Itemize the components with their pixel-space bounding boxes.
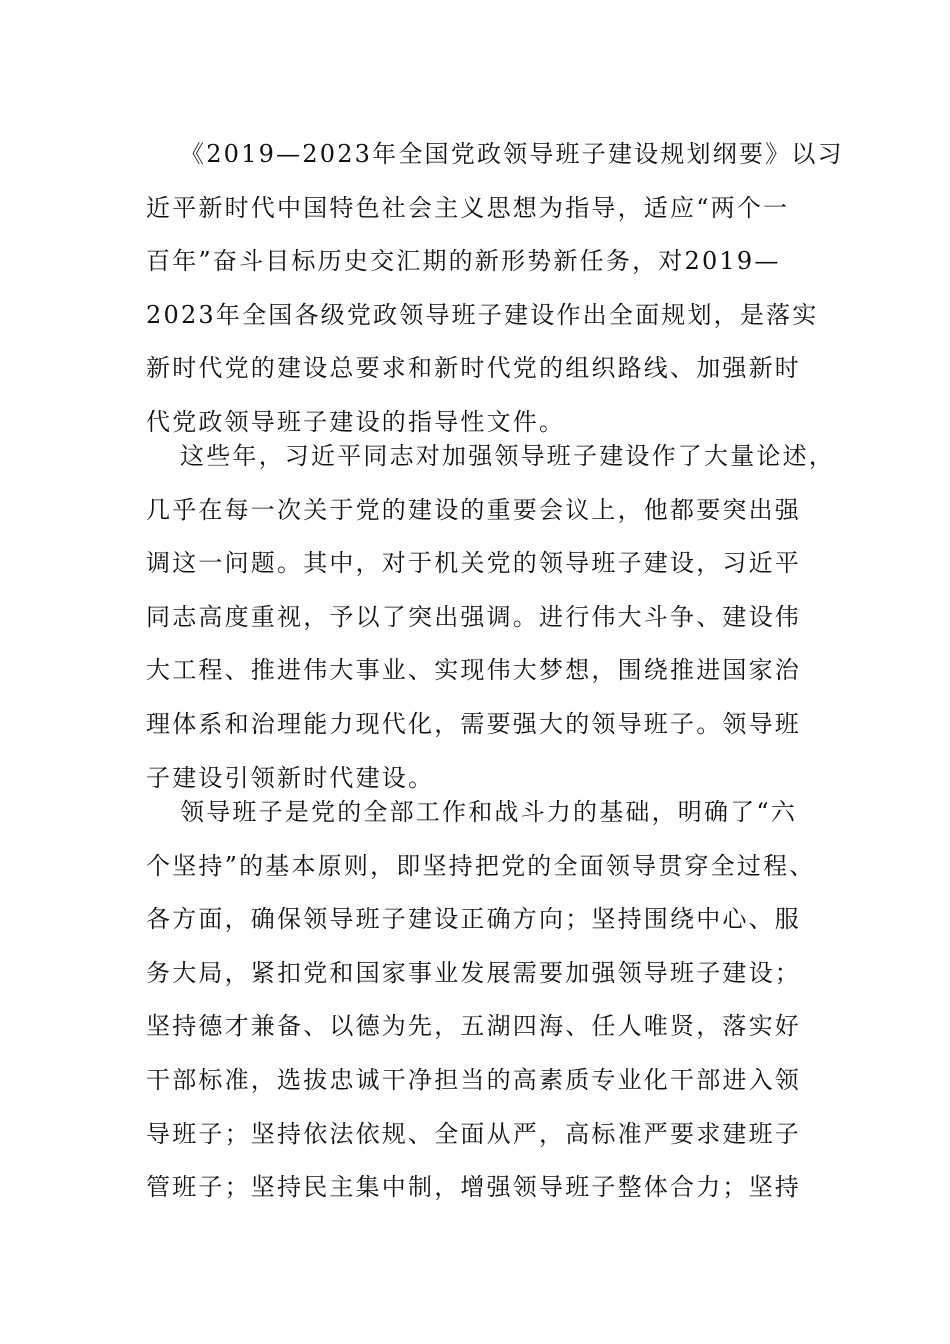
paragraph-2 (146, 430, 835, 805)
paragraph-line: 子建设引领新时代建设。 (146, 763, 435, 792)
paragraph-line: 领导班子是党的全部工作和战斗力的基础，明确了“六 (180, 798, 798, 826)
paragraph-line: 这些年，习近平同志对加强领导班子建设作了大量论述， (180, 442, 835, 470)
paragraph-line: 理体系和治理能力现代化，需要强大的领导班子。领导班 (146, 709, 801, 738)
paragraph-line: 同志高度重视，予以了突出强调。进行伟大斗争、建设伟 (146, 602, 801, 631)
paragraph-line: 《2019—2023年全国党政领导班子建设规划纲要》以习 (180, 140, 844, 168)
paragraph-line: 管班子；坚持民主集中制，增强领导班子整体合力；坚持 (146, 1173, 801, 1202)
paragraph-line: 干部标准，选拔忠诚干净担当的高素质专业化干部进入领 (146, 1065, 801, 1094)
paragraph-line: 2023年全国各级党政领导班子建设作出全面规划，是落实 (146, 300, 819, 329)
paragraph-line: 大工程、推进伟大事业、实现伟大梦想，围绕推进国家治 (146, 656, 801, 685)
paragraph-line: 近平新时代中国特色社会主义思想为指导，适应“两个一 (146, 193, 790, 222)
paragraph-line: 导班子；坚持依法依规、全面从严，高标准严要求建班子 (146, 1119, 801, 1148)
paragraph-line: 代党政领导班子建设的指导性文件。 (146, 407, 566, 436)
paragraph-line: 坚持德才兼备、以德为先，五湖四海、任人唯贤，落实好 (146, 1012, 801, 1041)
paragraph-line: 务大局，紧扣党和国家事业发展需要加强领导班子建设； (146, 958, 801, 987)
paragraph-line: 个坚持”的基本原则，即坚持把党的全面领导贯穿全过程、 (146, 851, 816, 880)
paragraph-3 (146, 786, 816, 1215)
paragraph-line: 各方面，确保领导班子建设正确方向；坚持围绕中心、服 (146, 905, 801, 934)
paragraph-line: 新时代党的建设总要求和新时代党的组织路线、加强新时 (146, 354, 801, 383)
paragraph-1 (146, 128, 844, 450)
paragraph-line: 百年”奋斗目标历史交汇期的新形势新任务，对2019— (146, 247, 781, 276)
paragraph-line: 几乎在每一次关于党的建设的重要会议上，他都要突出强 (146, 495, 801, 524)
paragraph-line: 调这一问题。其中，对于机关党的领导班子建设，习近平 (146, 549, 801, 578)
